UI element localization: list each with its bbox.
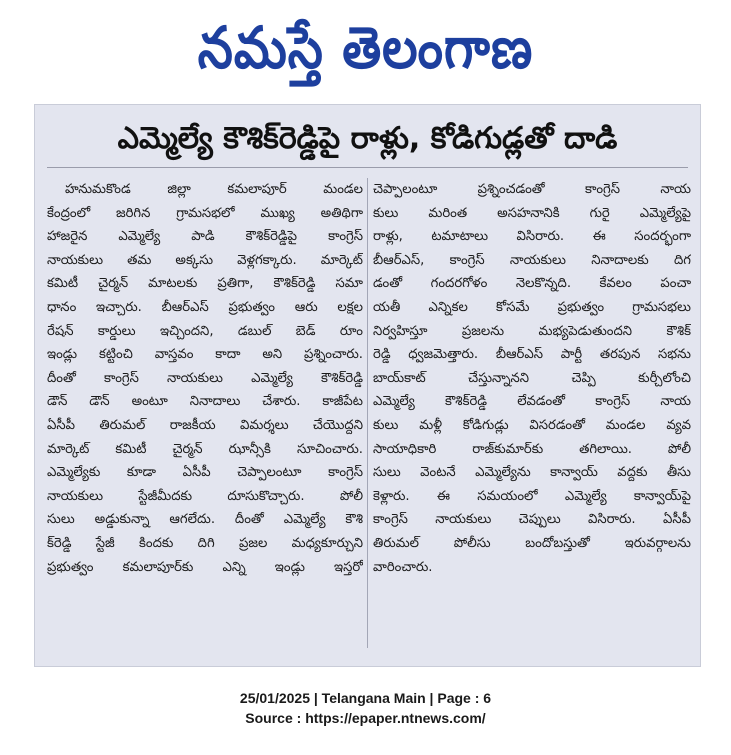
- article-text-line: ధానం ఇచ్చారు. బీఆర్‌ఎస్ ప్రభుత్వం ఆరు లక్షల: [47, 299, 363, 315]
- article-text-line: క్‌రెడ్డి స్టేజీ కిందకు దిగి ప్రజల మధ్యకూర్చుని: [47, 535, 363, 551]
- article-text-line: దీంతో కాంగ్రెస్ నాయకులు ఎమ్మెల్యే కౌశిక్‌రెడ్డి: [47, 370, 363, 386]
- article-text-line: కులు మళ్లీ కోడిగుడ్లు విసరడంతో మండల వ్యవ: [373, 417, 691, 433]
- article-text-line: బాయ్‌కాట్ చేస్తున్నానని చెప్పి కుర్చీలోంచి: [373, 370, 691, 386]
- article-text-line: రేషన్ కార్డులు ఇచ్చిందని, డబుల్ బెడ్ రూం: [47, 323, 363, 339]
- column-divider: [367, 178, 368, 648]
- article-column-left: [47, 178, 363, 579]
- article-text-line: సులు అడ్డుకున్నా ఆగలేదు. దీంతో ఎమ్మెల్యే కౌశి: [47, 512, 363, 528]
- footer-date-edition-page: 25/01/2025 | Telangana Main | Page : 6: [239, 690, 492, 706]
- article-text-line: వారించారు.: [373, 559, 433, 575]
- article-text-line: రాళ్లు, టమాటాలు విసిరారు. ఈ సందర్భంగా: [373, 229, 691, 245]
- article-text-line: నిర్వహిస్తూ ప్రజలను మభ్యపెడుతుందని కౌశిక్: [373, 323, 691, 339]
- article-text-line: ఎమ్మెల్యేకు కూడా ఏసీపీ చెప్పాలంటూ కాంగ్రెస్: [47, 465, 363, 481]
- article-text-line: డంతో గందరగోళం నెలకొన్నది. కేవలం పంచా: [373, 276, 691, 292]
- article-text-line: ఏసీపీ తిరుమల్ రాజకీయ విమర్శలు చేయొద్దని: [47, 417, 363, 433]
- article-text-line: బీఆర్‌ఎస్, కాంగ్రెస్ నాయకులు నినాదాలకు దిగ: [373, 252, 691, 268]
- article-text-line: హనుమకొండ జిల్లా కమలాపూర్ మండల: [65, 182, 363, 197]
- article-text-line: కాంగ్రెస్ నాయకులు చెప్పులు విసిరారు. ఏసీపీ: [373, 512, 691, 528]
- article-text-line: డౌన్ డౌన్ అంటూ నినాదాలు చేశారు. కాజీపేట: [47, 394, 363, 410]
- newspaper-masthead: [0, 0, 731, 96]
- article-text-line: కమిటీ చైర్మన్ మాటలకు ప్రతిగా, కౌశిక్‌రెడ్డి సమా: [47, 276, 363, 292]
- article-text-line: రెడ్డి ధ్వజమెత్తారు. బీఆర్‌ఎస్ పార్టీ తరపున సభను: [373, 347, 691, 363]
- article-headline: ఎమ్మెల్యే కౌశిక్‌రెడ్డిపై రాళ్లు, కోడిగుడ్లతో దాడి: [117, 121, 618, 156]
- article-text-line: మార్కెట్ కమిటీ చైర్మన్ ఝాన్సీకి సూచించారు.: [47, 441, 363, 457]
- article-text-line: ప్రభుత్వం కమలాపూర్‌కు ఎన్ని ఇండ్లు ఇస్తరో: [47, 559, 363, 575]
- article-text-line: చెప్పాలంటూ ప్రశ్నించడంతో కాంగ్రెస్ నాయ: [373, 182, 691, 197]
- article-text-line: కులు మరింత అసహనానికి గురై ఎమ్మెల్యేపై: [373, 205, 691, 221]
- article-text-line: ఎమ్మెల్యే కౌశిక్‌రెడ్డి లేవడంతో కాంగ్రెస్ నాయ: [373, 394, 691, 410]
- article-text-line: కెళ్లారు. ఈ సమయంలో ఎమ్మెల్యే కాన్వాయ్‌పై: [373, 488, 691, 504]
- article-text-line: సాయాధికారి రాజ్‌కుమార్‌కు తగిలాయి. పోలీ: [373, 441, 691, 457]
- article-text-line: సులు వెంటనే ఎమ్మెల్యేను కాన్వాయ్ వద్దకు తీసు: [373, 465, 691, 481]
- article-text-line: నాయకులు స్టేజీమీదకు దూసుకొచ్చారు. పోలీ: [47, 488, 363, 504]
- masthead-title: నమస్తే తెలంగాణ: [197, 14, 534, 82]
- epaper-footer: [0, 688, 731, 728]
- article-text-line: యతీ ఎన్నికల కోసమే ప్రభుత్వం గ్రామసభలు: [373, 299, 691, 315]
- article-text-line: నాయకులు తమ అక్కసు వెళ్లగక్కారు. మార్కెట్: [47, 252, 363, 268]
- article-clipping: [34, 104, 701, 667]
- footer-source-link[interactable]: Source : https://epaper.ntnews.com/: [245, 710, 486, 726]
- article-text-line: హాజరైన ఎమ్మెల్యే పాడి కౌశిక్‌రెడ్డిపై కాంగ్రెస్: [47, 229, 363, 245]
- article-column-right: [373, 178, 691, 579]
- article-text-line: తిరుమల్ పోలీసు బందోబస్తుతో ఇరువర్గాలను: [373, 535, 691, 551]
- article-text-line: కేంద్రంలో జరిగిన గ్రామసభలో ముఖ్య అతిథిగా: [47, 205, 363, 221]
- headline-divider: [47, 167, 688, 168]
- article-text-line: ఇండ్లు కట్టించి వాస్తవం కాదా అని ప్రశ్నించారు.: [47, 347, 363, 363]
